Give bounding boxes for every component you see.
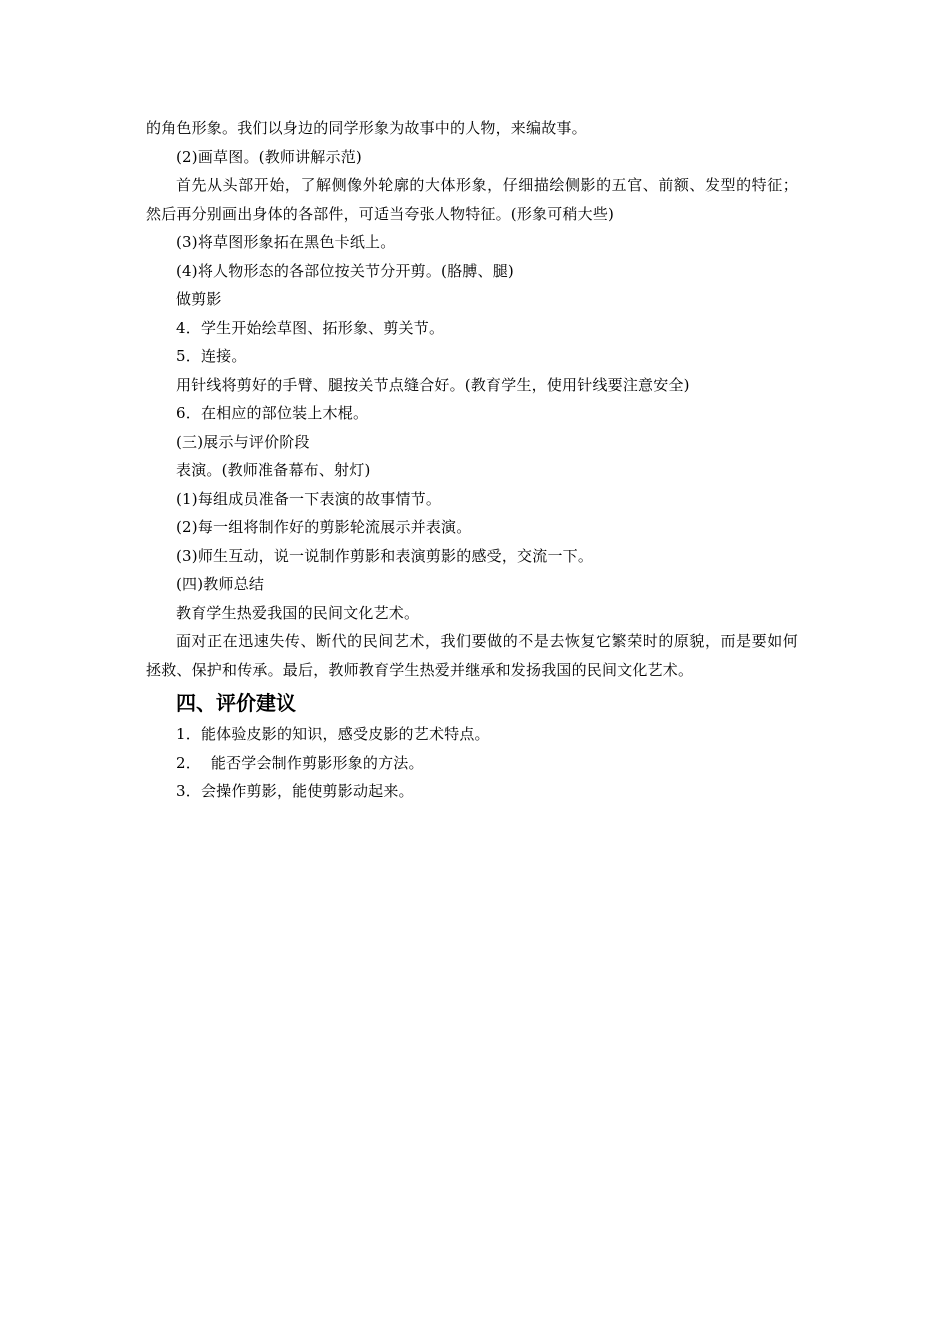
text-line: (2)画草图。(教师讲解示范) [176,147,362,166]
paragraph-summary: 面对正在迅速失传、断代的民间艺术，我们要做的不是去恢复它繁荣时的原貌，而是要如何拯救、保护和传承。最后，教师教育学生热爱并继承和发扬我国的民间文化艺术。 [146,632,798,679]
section-label: (三)展示与评价阶段 [176,432,310,451]
evaluation-item: 2． 能否学会制作剪影形象的方法。 [176,753,424,772]
section-label: (四)教师总结 [176,575,265,593]
text-line: 4．学生开始绘草图、拓形象、剪关节。 [176,318,445,337]
text-line: (3)师生互动，说一说制作剪影和表演剪影的感受，交流一下。 [176,546,594,565]
text-line: 5．连接。 [176,347,247,365]
evaluation-item: 3．会操作剪影，能使剪影动起来。 [176,782,414,800]
text-line: 6．在相应的部位装上木棍。 [176,404,369,422]
text-line: 教育学生热爱我国的民间文化艺术。 [176,603,420,622]
text-line: 做剪影 [176,290,222,308]
text-line: 用针线将剪好的手臂、腿按关节点缝合好。(教育学生，使用针线要注意安全) [176,375,690,394]
text-line: (1)每组成员准备一下表演的故事情节。 [176,489,442,508]
text-line: 表演。(教师准备幕布、射灯) [176,461,371,479]
text-line: (4)将人物形态的各部位按关节分开剪。(胳膊、腿) [176,261,514,280]
text-line: 的角色形象。我们以身边的同学形象为故事中的人物，来编故事。 [146,119,587,137]
document-body [146,114,806,806]
text-line: (2)每一组将制作好的剪影轮流展示并表演。 [176,518,472,536]
section-heading: 四、评价建议 [176,691,296,715]
paragraph-sketch: 首先从头部开始，了解侧像外轮廓的大体形象，仔细描绘侧影的五官、前额、发型的特征；然后再分别画出身体的各部件，可适当夸张人物特征。(形象可稍大些) [146,176,798,223]
text-line: (3)将草图形象拓在黑色卡纸上。 [176,233,396,251]
evaluation-item: 1．能体验皮影的知识，感受皮影的艺术特点。 [176,725,490,743]
